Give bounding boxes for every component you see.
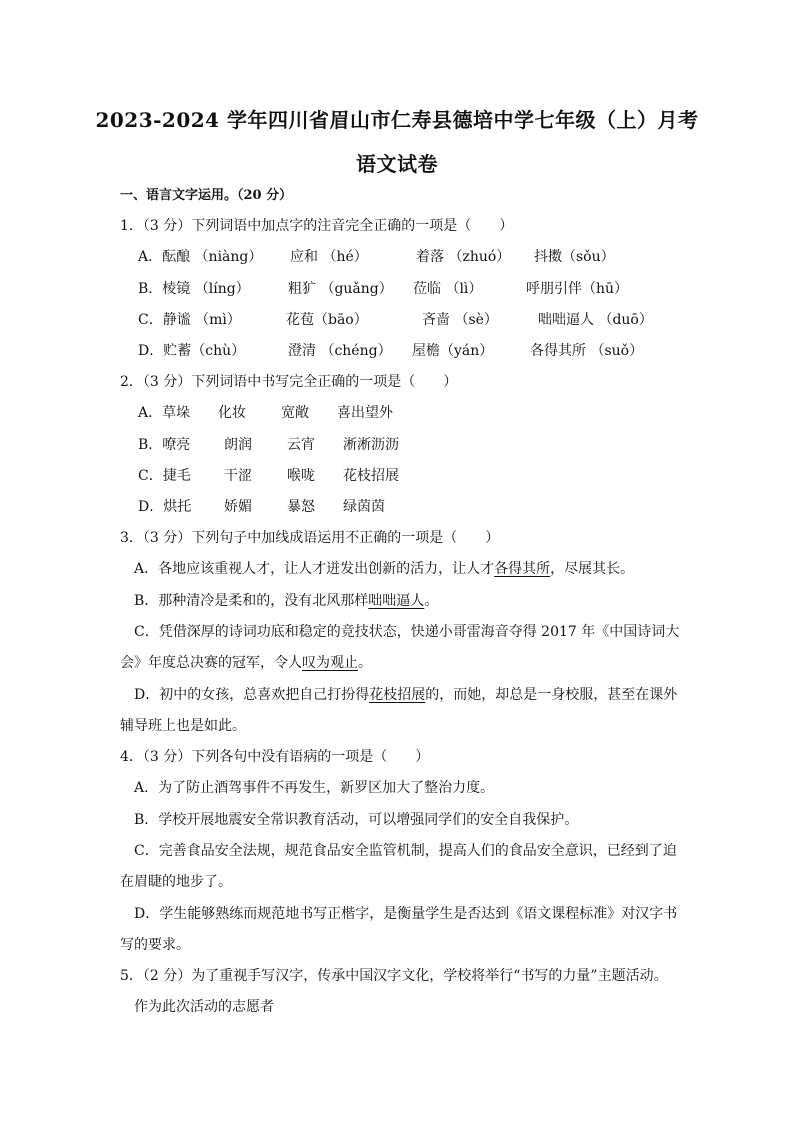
q1-c-3: 吝啬 （sè） [422, 312, 498, 328]
q2-b-1: B．嘹亮 [138, 437, 191, 453]
q5-line2: 作为此次活动的志愿者 [134, 999, 274, 1015]
q1-a-1: A．酝酿 （niàng） [138, 249, 263, 265]
q3-d-text: D．初中的女孩，总喜欢把自己打扮得 [134, 687, 370, 703]
q3-d-text-end: 的，而她，却总是一身校服，甚至在课外 [425, 687, 678, 703]
q2-a-1: A．草垛 [138, 405, 191, 421]
section-heading: 一、语言文字运用。（20 分） [120, 188, 293, 203]
q3-option-a [134, 559, 634, 579]
q3-c-text-end: 。 [358, 655, 372, 671]
q3-a-text-end: ，尽展其长。 [550, 561, 635, 577]
q1-a-2: 应和 （hé） [290, 249, 368, 265]
q1-a-4: 抖擞（sǒu） [534, 249, 615, 265]
q2-a-4: 喜出望外 [337, 405, 393, 421]
q2-c-1: C．捷毛 [138, 468, 191, 484]
q4-option-c-line1: C．完善食品安全法规，规范食品安全监管机制，提高人们的食品安全意识，已经到了迫 [134, 843, 677, 859]
q4-option-b: B．学校开展地震安全常识教育活动，可以增强同学们的安全自我保护。 [134, 812, 579, 828]
q2-b-3: 云宵 [287, 437, 315, 453]
q4-option-c-line2: 在眉睫的地步了。 [120, 874, 232, 890]
q3-option-b [134, 591, 438, 611]
q5-stem: 5．（2 分）为了重视手写汉字，传承中国汉字文化，学校将举行“书写的力量”主题活动。 [120, 968, 668, 984]
q1-d-3: 屋檐（yán） [412, 343, 494, 359]
q2-c-3: 喉咙 [287, 468, 315, 484]
q3-option-c-line2 [120, 653, 372, 673]
q2-d-4: 绿茵茵 [343, 499, 385, 515]
q3-option-d-line2: 辅导班上也是如此。 [120, 718, 246, 734]
q4-option-a: A．为了防止酒驾事件不再发生，新罗区加大了整治力度。 [134, 780, 495, 796]
q1-c-2: 花苞（bāo） [286, 312, 368, 328]
q2-a-3: 宽敞 [281, 405, 309, 421]
exam-title: 2023-2024 学年四川省眉山市仁寿县德培中学七年级（上）月考 [95, 108, 699, 132]
q2-a-2: 化妆 [218, 405, 246, 421]
q1-c-4: 咄咄逼人 （duō） [538, 312, 653, 328]
exam-subtitle: 语文试卷 [356, 152, 438, 176]
q2-c-4: 花枝招展 [343, 468, 399, 484]
q2-stem: 2．（3 分）下列词语中书写完全正确的一项是（ ） [120, 374, 458, 390]
q2-c-2: 干涩 [224, 468, 252, 484]
q2-b-4: 淅淅沥沥 [343, 437, 399, 453]
q1-b-3: 莅临 （lì） [413, 281, 483, 297]
q4-option-d-line1: D．学生能够熟练而规范地书写正楷字，是衡量学生是否达到《语文课程标准》对汉字书 [134, 906, 678, 922]
q1-c-1: C．静谧 （mì） [138, 312, 241, 328]
q2-d-1: D．烘托 [138, 499, 192, 515]
q3-c-underlined: 叹为观止 [302, 655, 358, 671]
q2-b-2: 朗润 [224, 437, 252, 453]
q1-d-2: 澄清 （chéng） [288, 343, 392, 359]
q1-stem: 1．（3 分）下列词语中加点字的注音完全正确的一项是（ ） [120, 218, 514, 234]
q3-b-text: B．那种清冷是柔和的，没有北风那样 [134, 593, 369, 609]
q3-option-c-line1: C．凭借深厚的诗词功底和稳定的竞技状态，快递小哥雷海音夺得 2017 年《中国诗词大 [134, 624, 680, 640]
q2-d-3: 暴怒 [287, 499, 315, 515]
q3-b-underlined: 咄咄逼人 [368, 593, 425, 609]
q3-option-d-line1 [134, 685, 677, 705]
q4-option-d-line2: 写的要求。 [120, 937, 190, 953]
q1-a-3: 着落 （zhuó） [416, 249, 511, 265]
q1-b-1: B．棱镜 （líng） [138, 281, 250, 297]
q3-b-text-end: 。 [424, 593, 439, 609]
q3-d-underlined: 花枝招展 [369, 687, 426, 703]
q3-stem: 3．（3 分）下列句子中加线成语运用不正确的一项是（ ） [120, 530, 500, 546]
q3-a-underlined: 各得其所 [494, 561, 551, 577]
q3-c-text: 会》年度总决赛的冠军，令人 [120, 655, 302, 671]
q1-d-4: 各得其所 （suǒ） [530, 343, 644, 359]
q3-a-text: A．各地应该重视人才，让人才迸发出创新的活力，让人才 [134, 561, 495, 577]
q1-d-1: D．贮蓄（chù） [138, 343, 246, 359]
q2-d-2: 娇媚 [224, 499, 252, 515]
q1-b-2: 粗犷 （guǎng） [288, 281, 393, 297]
q1-b-4: 呼朋引伴（hū） [526, 281, 629, 297]
q4-stem: 4．（3 分）下列各句中没有语病的一项是（ ） [120, 749, 430, 765]
